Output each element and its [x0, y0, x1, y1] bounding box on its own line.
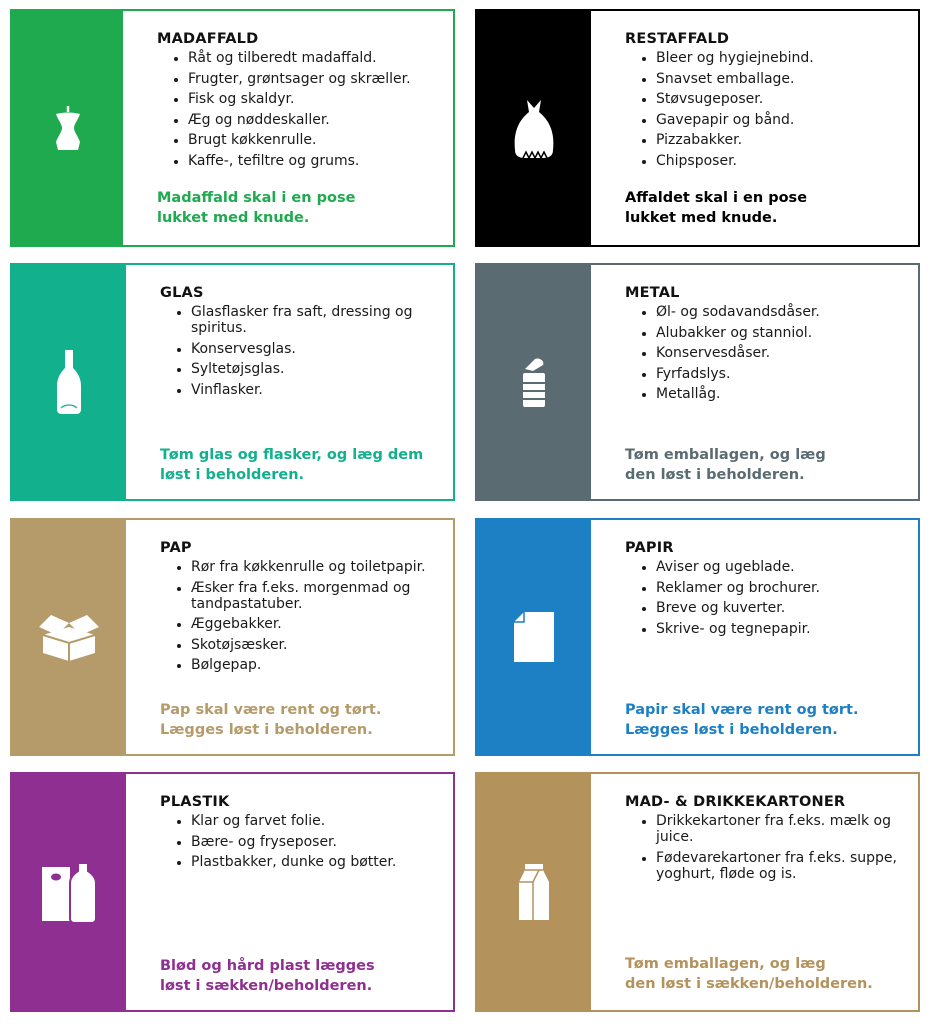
pap-content [126, 520, 453, 754]
list-item: • Breve og kuverter. [656, 600, 926, 616]
note-line: Lægges løst i beholderen. [160, 722, 373, 738]
card-metal [475, 263, 920, 501]
note-line: Blød og hård plast lægges [160, 958, 375, 974]
card-title: PLASTIK [160, 794, 230, 810]
list-item: • Chipsposer. [656, 153, 926, 169]
list-item: • Metallåg. [656, 386, 926, 402]
plastik-content [126, 774, 453, 1010]
card-title: GLAS [160, 285, 204, 301]
restaffald-color-panel [477, 11, 591, 245]
note-line: Lægges løst i beholderen. [625, 722, 838, 738]
note-line: den løst i beholderen. [625, 467, 805, 483]
note-line: Tøm glas og flasker, og læg dem [160, 447, 424, 463]
papir-content [591, 520, 918, 754]
list-item: • Æsker fra f.eks. morgenmad og tandpastatuber. [191, 580, 461, 612]
card-note [625, 700, 859, 740]
list-item: • Plastbakker, dunke og bøtter. [191, 854, 461, 870]
card-plastik [10, 772, 455, 1012]
card-title: RESTAFFALD [625, 31, 730, 47]
list-item: • Brugt køkkenrulle. [188, 132, 458, 148]
card-note [625, 188, 807, 228]
list-item: • Pizzabakker. [656, 132, 926, 148]
list-item: • Fyrfadslys. [656, 366, 926, 382]
glas-color-panel [12, 265, 126, 499]
note-line: lukket med knude. [625, 210, 778, 226]
list-item: • Æg og nøddeskaller. [188, 112, 458, 128]
madaffald-content [123, 11, 453, 245]
list-item: • Konservesdåser. [656, 345, 926, 361]
list-item: • Gavepapir og bånd. [656, 112, 926, 128]
can-icon [521, 357, 547, 407]
list-item: • Rør fra køkkenrulle og toiletpapir. [191, 559, 461, 575]
note-line: Tøm emballagen, og læg [625, 956, 826, 972]
note-line: Papir skal være rent og tørt. [625, 702, 859, 718]
note-line: den løst i sækken/beholderen. [625, 976, 873, 992]
trash-bag-icon [513, 98, 555, 158]
list-item: • Frugter, grøntsager og skræller. [188, 71, 458, 87]
list-item: • Støvsugeposer. [656, 91, 926, 107]
list-item: • Bære- og fryseposer. [191, 834, 461, 850]
card-madaffald [10, 9, 455, 247]
plastic-containers-icon [40, 861, 98, 923]
card-note [160, 956, 375, 996]
list-item: • Fødevarekartoner fra f.eks. suppe, yoghurt, fløde og is. [656, 850, 926, 882]
milk-carton-icon [519, 864, 549, 920]
papir-color-panel [477, 520, 591, 754]
card-note [160, 700, 381, 740]
list-item: • Snavset emballage. [656, 71, 926, 87]
card-pap [10, 518, 455, 756]
card-title: PAPIR [625, 540, 674, 556]
note-line: Madaffald skal i en pose [157, 190, 356, 206]
item-list [625, 559, 926, 641]
list-item: • Aviser og ugeblade. [656, 559, 926, 575]
pap-color-panel [12, 520, 126, 754]
item-list [160, 559, 461, 678]
card-title: MAD- & DRIKKEKARTONER [625, 794, 846, 810]
madaffald-color-panel [12, 11, 123, 245]
note-line: Affaldet skal i en pose [625, 190, 808, 206]
note-line: løst i sækken/beholderen. [160, 978, 373, 994]
apple-core-icon [50, 106, 86, 150]
card-glas [10, 263, 455, 501]
item-list [160, 304, 461, 402]
card-papir [475, 518, 920, 756]
card-note [625, 954, 873, 994]
list-item: • Skrive- og tegnepapir. [656, 621, 926, 637]
item-list [625, 813, 926, 886]
list-item: • Bleer og hygiejnebind. [656, 50, 926, 66]
list-item: • Klar og farvet folie. [191, 813, 461, 829]
list-item: • Kaffe-, tefiltre og grums. [188, 153, 458, 169]
metal-color-panel [477, 265, 591, 499]
item-list [625, 304, 926, 407]
card-note [157, 188, 355, 228]
list-item: • Vinflasker. [191, 382, 461, 398]
metal-content [591, 265, 918, 499]
card-note [625, 445, 826, 485]
glas-content [126, 265, 453, 499]
note-line: lukket med knude. [157, 210, 310, 226]
list-item: • Konservesglas. [191, 341, 461, 357]
cardboard-box-icon [37, 613, 101, 661]
list-item: • Bølgepap. [191, 657, 461, 673]
plastik-color-panel [12, 774, 126, 1010]
card-note [160, 445, 423, 485]
card-mad-drikkekartoner [475, 772, 920, 1012]
card-title: MADAFFALD [157, 31, 259, 47]
item-list [625, 50, 926, 173]
card-title: PAP [160, 540, 192, 556]
item-list [160, 813, 461, 875]
list-item: • Syltetøjsglas. [191, 361, 461, 377]
list-item: • Reklamer og brochurer. [656, 580, 926, 596]
note-line: løst i beholderen. [160, 467, 305, 483]
card-restaffald [475, 9, 920, 247]
list-item: • Alubakker og stanniol. [656, 325, 926, 341]
bottle-icon [57, 350, 81, 414]
note-line: Pap skal være rent og tørt. [160, 702, 382, 718]
card-title: METAL [625, 285, 680, 301]
restaffald-content [591, 11, 918, 245]
paper-sheet-icon [514, 612, 554, 662]
note-line: Tøm emballagen, og læg [625, 447, 826, 463]
list-item: • Øl- og sodavandsdåser. [656, 304, 926, 320]
list-item: • Glasflasker fra saft, dressing og spiritus. [191, 304, 461, 336]
list-item: • Fisk og skaldyr. [188, 91, 458, 107]
item-list [157, 50, 458, 173]
list-item: • Råt og tilberedt madaffald. [188, 50, 458, 66]
list-item: • Drikkekartoner fra f.eks. mælk og juice. [656, 813, 926, 845]
kartoner-color-panel [477, 774, 591, 1010]
kartoner-content [591, 774, 918, 1010]
list-item: • Skotøjsæsker. [191, 637, 461, 653]
list-item: • Æggebakker. [191, 616, 461, 632]
